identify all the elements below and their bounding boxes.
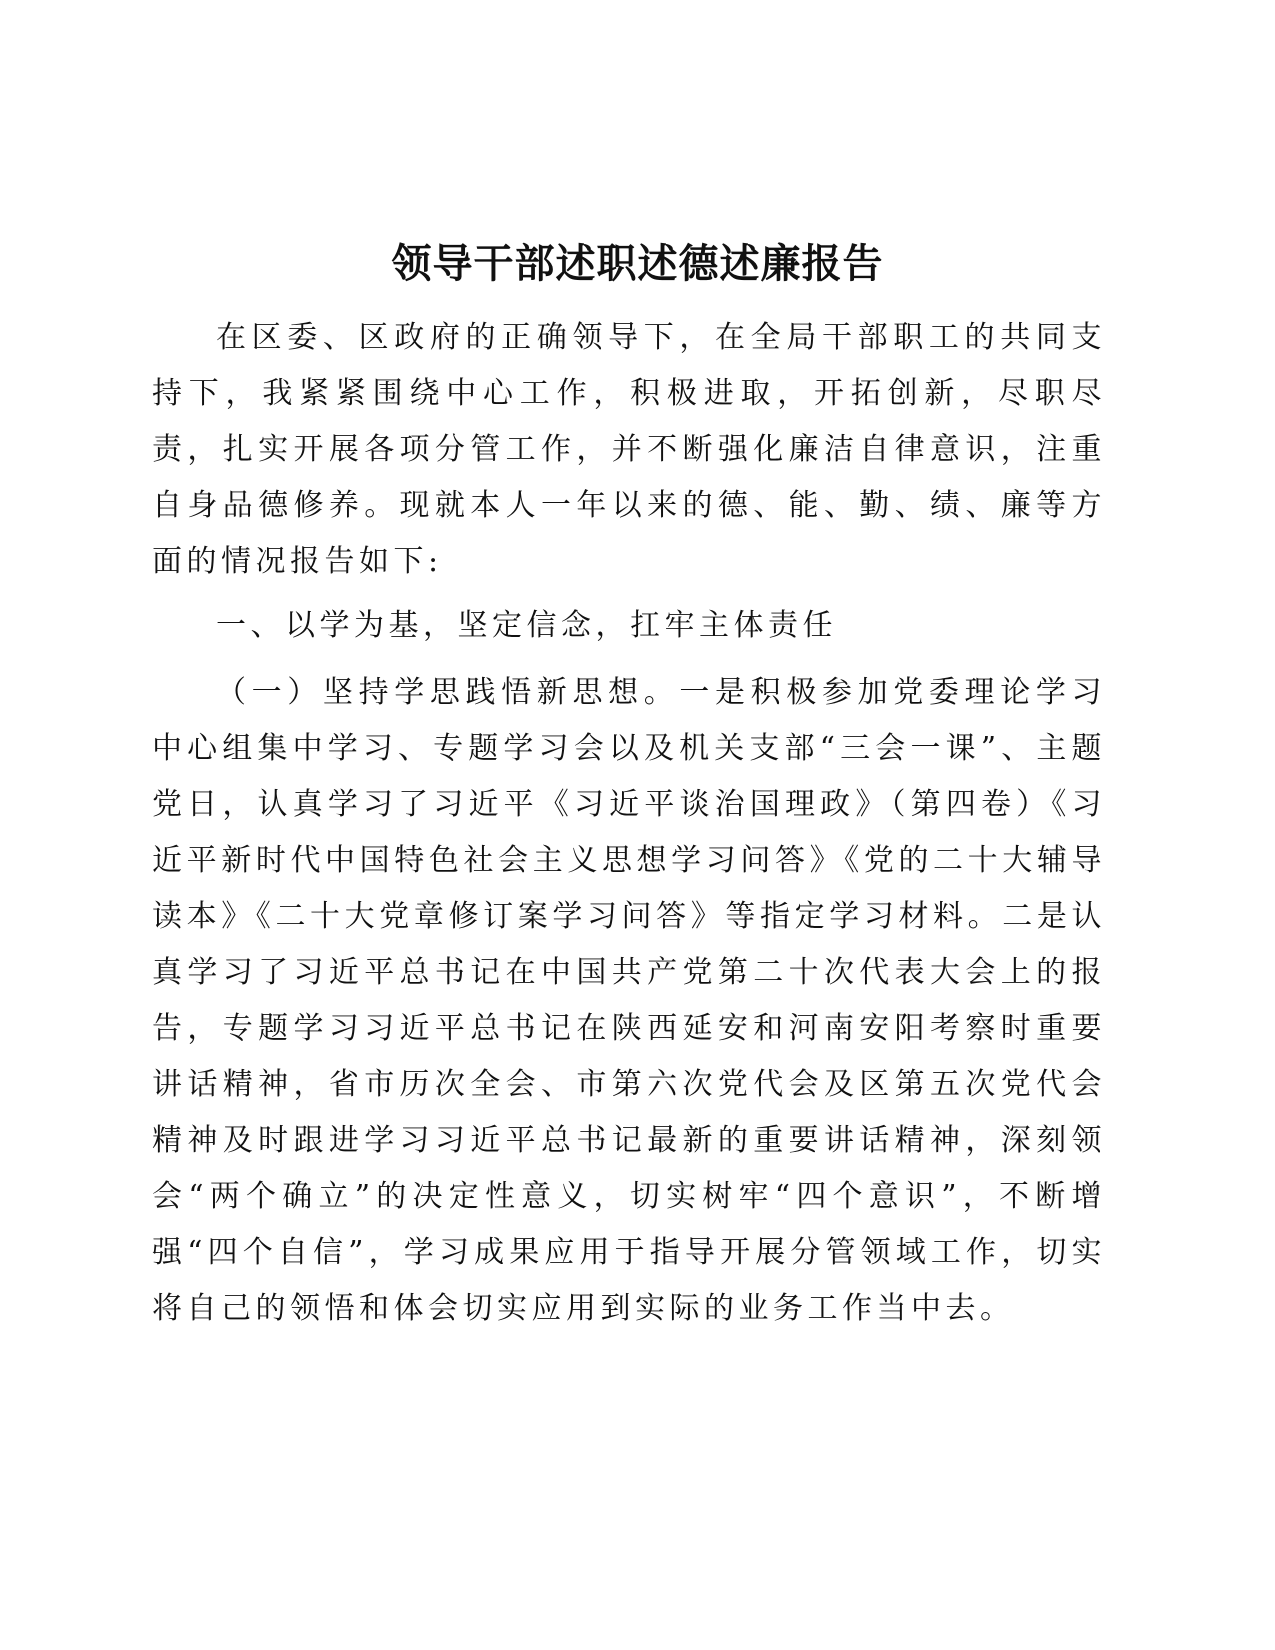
subsection-paragraph: （一）坚持学思践悟新思想。一是积极参加党委理论学习中心组集中学习、专题学习会以及机关支部“三会一课”、主题党日，认真学习了习近平《习近平谈治国理政》（第四卷）《习近平新时代中国特色社会主义思想学习问答》《党的二十大辅导读本》《二十大党章修订案学习问答》等指定学习材料。二是认真学习了习近平总书记在中国共产党第二十次代表大会上的报告，专题学习习近平总书记在陕西延安和河南安阳考察时重要讲话精神，省市历次全会、市第六次党代会及区第五次党代会精神及时跟进学习习近平总书记最新的重要讲话精神，深刻领会“两个确立”的决定性意义，切实树牢“四个意识”，不断增强“四个自信”，学习成果应用于指导开展分管领域工作，切实将自己的领悟和体会切实应用到实际的业务工作当中去。: [152, 675, 1106, 1326]
section-heading: 一、以学为基，坚定信念，扛牢主体责任: [216, 608, 837, 643]
intro-paragraph: 在区委、区政府的正确领导下，在全局干部职工的共同支持下，我紧紧围绕中心工作，积极进取，开拓创新，尽职尽责，扎实开展各项分管工作，并不断强化廉洁自律意识，注重自身品德修养。现就本人一年以来的德、能、勤、绩、廉等方面的情况报告如下:: [152, 320, 1106, 579]
document-title: 领导干部述职述德述廉报告: [391, 241, 884, 287]
